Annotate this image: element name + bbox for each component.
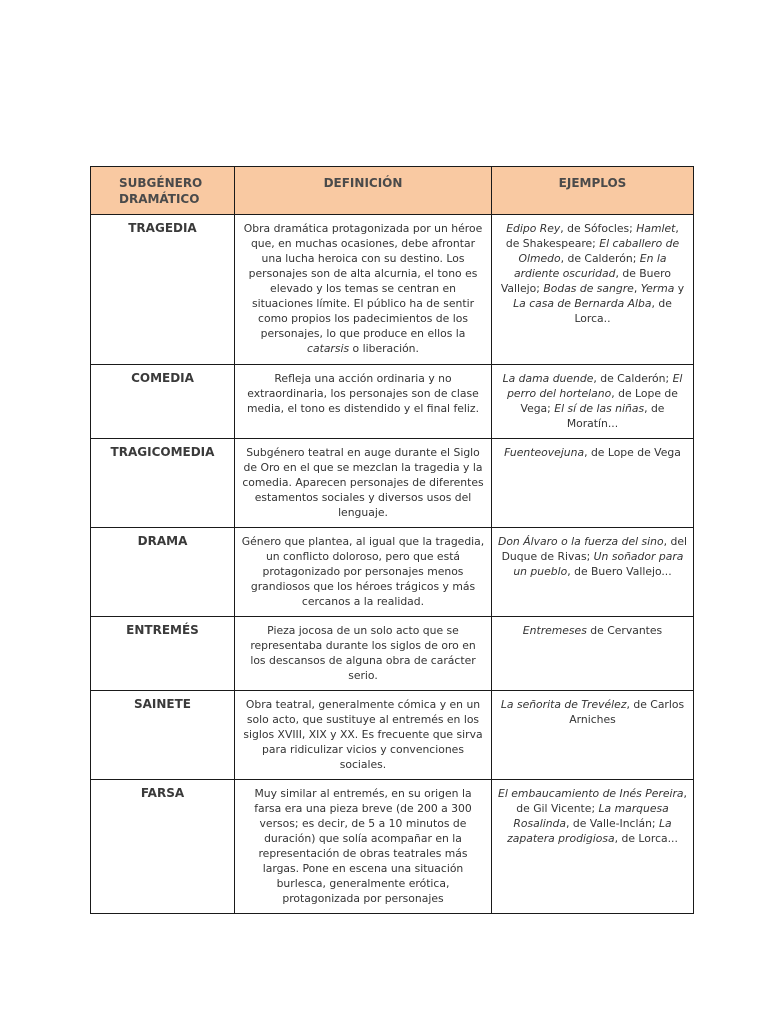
table-header-row <box>91 167 694 215</box>
subgenre-examples: La señorita de Trevélez, de Carlos Arniches <box>492 691 694 780</box>
definition-text-start: Obra dramática protagonizada por un héroe que, en muchas ocasiones, debe afrontar una lucha heroica con su destino. Los personajes son de alta alcurnia, el tono es elevado y los temas se centran en situaciones límite. El público ha de sentir como propios los padecimientos de los personajes, lo que produce en ellos la <box>243 222 483 340</box>
subgenre-name: DRAMA <box>91 528 235 617</box>
subgenre-examples: Fuenteovejuna, de Lope de Vega <box>492 439 694 528</box>
table-row <box>91 691 694 780</box>
definition-text-end: o liberación. <box>349 342 419 355</box>
subgenre-name: TRAGEDIA <box>91 215 235 365</box>
subgenre-name: TRAGICOMEDIA <box>91 439 235 528</box>
subgenre-examples: El embaucamiento de Inés Pereira, de Gil Vicente; La marquesa Rosalinda, de Valle-Inclán; La zapatera prodigiosa, de Lorca... <box>492 780 694 914</box>
header-divider <box>234 174 235 212</box>
subgenre-definition: Obra teatral, generalmente cómica y en un solo acto, que sustituye al entremés en los siglos XVIII, XIX y XX. Es frecuente que sirva para ridiculizar vicios y convenciones sociales. <box>235 691 492 780</box>
table-row <box>91 528 694 617</box>
definition-italic: catarsis <box>307 342 350 355</box>
subgenre-name: SAINETE <box>91 691 235 780</box>
subgenre-definition: Pieza jocosa de un solo acto que se representaba durante los siglos de oro en los descansos de alguna obra de carácter serio. <box>235 617 492 691</box>
dramatic-subgenres-table <box>90 166 694 914</box>
subgenre-definition: Muy similar al entremés, en su origen la farsa era una pieza breve (de 200 a 300 versos; es decir, de 5 a 10 minutos de duración) que solía acompañar en la representación de obras teatrales más largas. Pone en escena una situación burlesca, generalmente erótica, protagonizada por personajes <box>235 780 492 914</box>
table-row <box>91 215 694 365</box>
table-row <box>91 439 694 528</box>
header-definition: DEFINICIÓN <box>235 167 492 215</box>
subgenre-name: COMEDIA <box>91 365 235 439</box>
header-subgenre: SUBGÉNERO DRAMÁTICO <box>91 167 235 215</box>
table-row <box>91 365 694 439</box>
subgenre-definition: Subgénero teatral en auge durante el Siglo de Oro en el que se mezclan la tragedia y la comedia. Aparecen personajes de diferentes estamentos sociales y diversos usos del lenguaje. <box>235 439 492 528</box>
subgenre-examples: La dama duende, de Calderón; El perro del hortelano, de Lope de Vega; El sí de las niñas, de Moratín... <box>492 365 694 439</box>
table-row <box>91 617 694 691</box>
subgenre-name: FARSA <box>91 780 235 914</box>
subgenre-examples: Entremeses de Cervantes <box>492 617 694 691</box>
table-row <box>91 780 694 914</box>
subgenre-examples: Don Álvaro o la fuerza del sino, del Duque de Rivas; Un soñador para un pueblo, de Buero Vallejo... <box>492 528 694 617</box>
subgenre-name: ENTREMÉS <box>91 617 235 691</box>
header-examples: EJEMPLOS <box>492 167 694 215</box>
subgenre-definition <box>235 215 492 365</box>
subgenre-definition: Refleja una acción ordinaria y no extraordinaria, los personajes son de clase media, el tono es distendido y el final feliz. <box>235 365 492 439</box>
subgenre-examples: Edipo Rey, de Sófocles; Hamlet, de Shakespeare; El caballero de Olmedo, de Calderón; En la ardiente oscuridad, de Buero Vallejo; Bodas de sangre, Yerma y La casa de Bernarda Alba, de Lorca.. <box>492 215 694 365</box>
subgenre-definition: Género que plantea, al igual que la tragedia, un conflicto doloroso, pero que está protagonizado por personajes menos grandiosos que los héroes trágicos y más cercanos a la realidad. <box>235 528 492 617</box>
